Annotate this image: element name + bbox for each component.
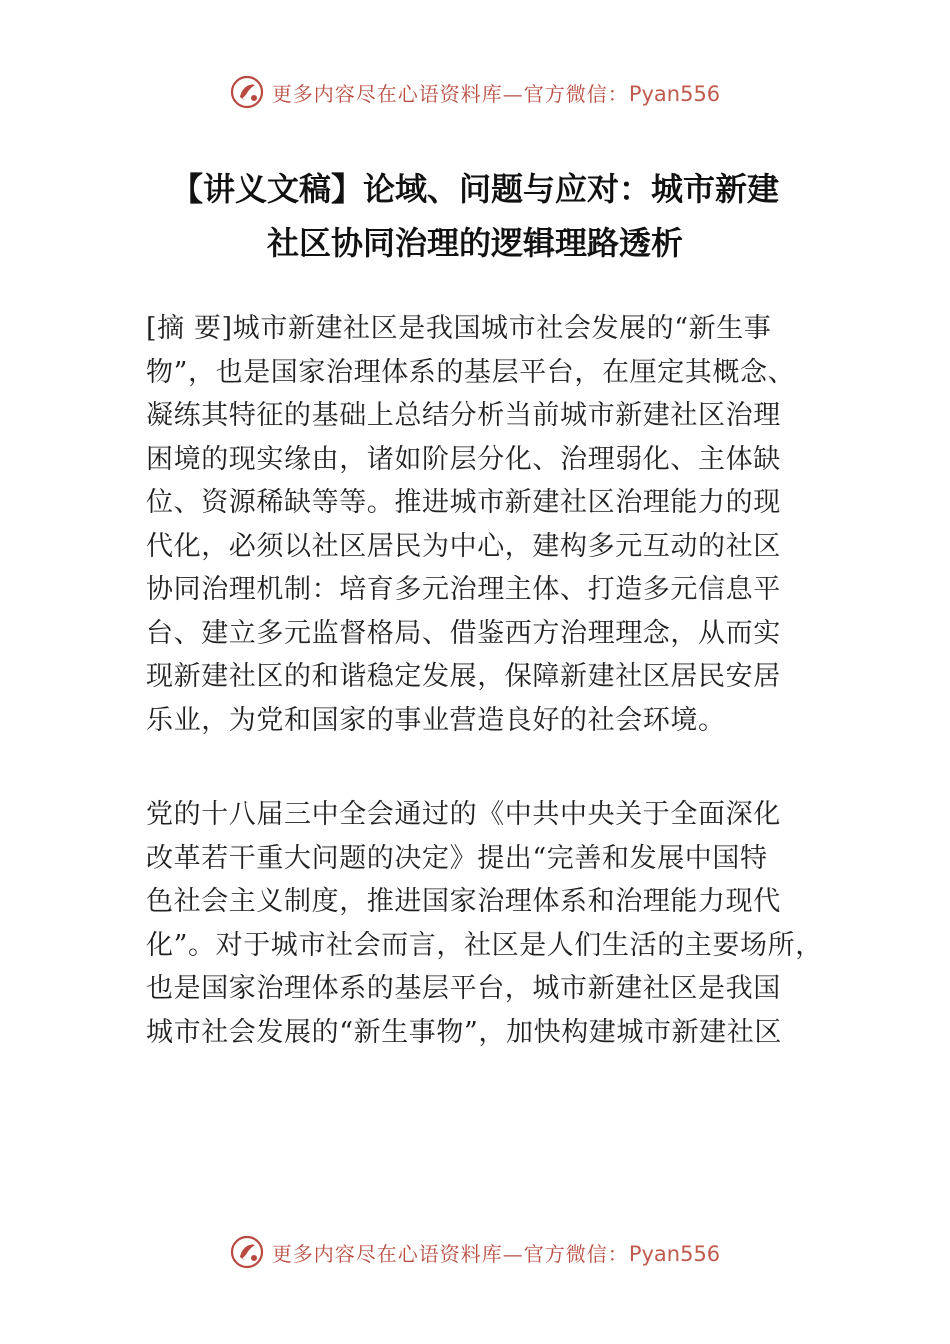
footer-wechat-handle: Pyan556 [628, 1241, 721, 1266]
banner-text [272, 78, 720, 107]
document-title [130, 162, 820, 270]
banner-text [272, 1238, 720, 1267]
body-paragraph [146, 793, 823, 1054]
text-line: 台、建立多元监督格局、借鉴西方治理理念，从而实 [146, 617, 781, 649]
text-line: 协同治理机制：培育多元治理主体、打造多元信息平 [146, 574, 781, 605]
title-line-2: 社区协同治理的逻辑理路透析 [266, 224, 683, 262]
title-line-1: 【讲义文稿】论域、问题与应对：城市新建 [170, 170, 779, 208]
banner-tagline: 更多内容尽在心语资料库—官方微信： [271, 81, 629, 106]
header-banner [0, 70, 950, 114]
wechat-handle: Pyan556 [628, 81, 721, 106]
text-line: 现新建社区的和谐稳定发展，保障新建社区居民安居 [146, 661, 781, 692]
text-line: 凝练其特征的基础上总结分析当前城市新建社区治理 [146, 400, 781, 431]
brand-logo-icon [230, 75, 264, 109]
footer-tagline: 更多内容尽在心语资料库—官方微信： [271, 1241, 629, 1266]
text-line: 物”，也是国家治理体系的基层平台，在厘定其概念、 [146, 356, 796, 388]
text-line: 城市社会发展的“新生事物”，加快构建城市新建社区 [146, 1016, 783, 1048]
text-line: 化”。对于城市社会而言，社区是人们生活的主要场所， [146, 929, 823, 961]
text-line: 乐业，为党和国家的事业营造良好的社会环境。 [146, 704, 726, 736]
text-line: 党的十八届三中全会通过的《中共中央关于全面深化 [146, 799, 781, 830]
text-line: [摘 要]城市新建社区是我国城市社会发展的“新生事 [146, 313, 772, 344]
text-line: 色社会主义制度，推进国家治理体系和治理能力现代 [146, 886, 781, 917]
footer-banner [0, 1230, 950, 1274]
text-line: 位、资源稀缺等等。推进城市新建社区治理能力的现 [146, 487, 781, 518]
brand-logo-icon [230, 1235, 264, 1269]
abstract-paragraph [146, 307, 808, 742]
text-line: 代化，必须以社区居民为中心，建构多元互动的社区 [146, 530, 781, 562]
text-line: 改革若干重大问题的决定》提出“完善和发展中国特 [146, 842, 768, 874]
text-line: 困境的现实缘由，诸如阶层分化、治理弱化、主体缺 [146, 443, 781, 475]
text-line: 也是国家治理体系的基层平台，城市新建社区是我国 [146, 973, 781, 1004]
